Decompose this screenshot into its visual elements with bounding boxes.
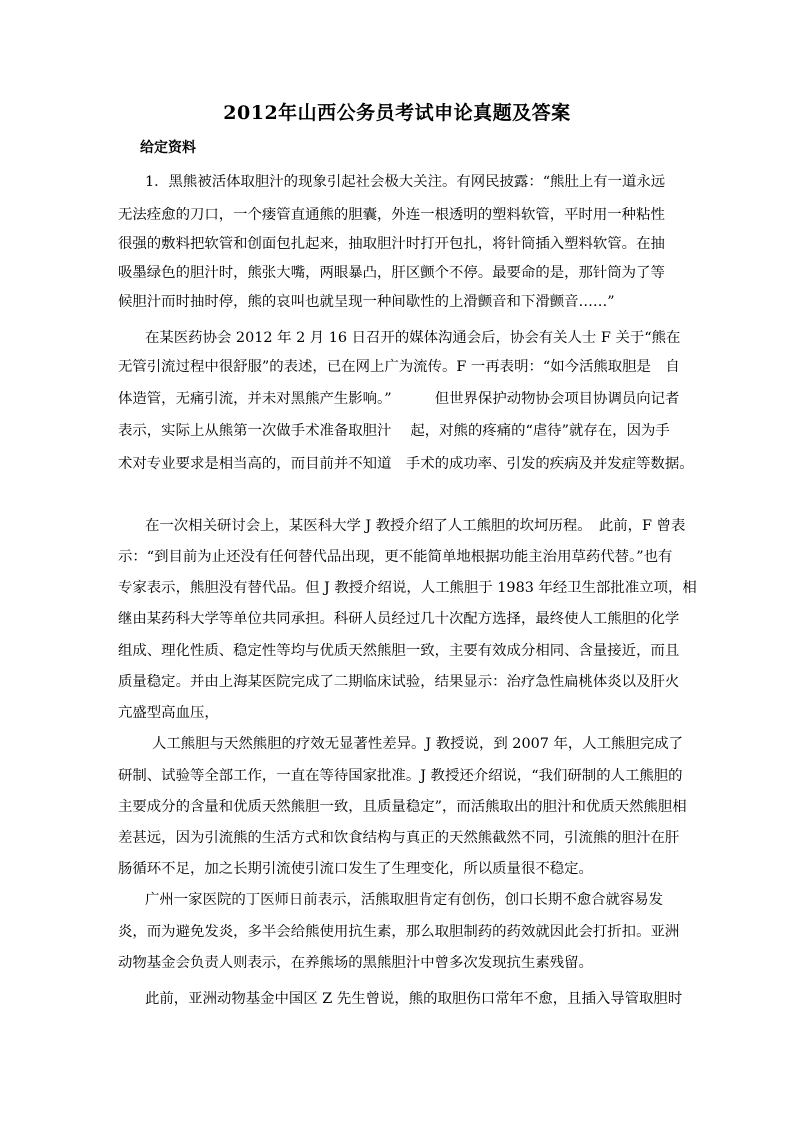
text-line: 专家表示，熊胆没有替代品。但 J 教授介绍说，人工熊胆于 1983 年经卫生部批准立项，相 <box>118 580 697 596</box>
text-line: 继由某药科大学等单位共同承担。科研人员经过几十次配方选择，最终使人工熊胆的化学 <box>118 611 680 627</box>
text-line: 在一次相关研讨会上，某医科大学 J 教授介绍了人工熊胆的坎坷历程。 此前，F 曾表 <box>145 518 686 534</box>
text-line: 广州一家医院的丁医师日前表示，活熊取胆肯定有创伤，创口长期不愈合就容易发 <box>145 892 664 908</box>
text-line: 示：“到目前为止还没有任何替代品出现，更不能简单地根据功能主治用草药代替。”也有 <box>118 549 673 565</box>
text-line: 肠循环不足，加之长期引流使引流口发生了生理变化，所以质量很不稳定。 <box>118 861 593 877</box>
text-line: 质量稳定。并由上海某医院完成了二期临床试验，结果显示：治疗急性扁桃体炎以及肝火 <box>118 674 680 690</box>
text-line: 组成、理化性质、稳定性等均与优质天然熊胆一致，主要有效成分相同、含量接近，而且 <box>118 643 680 659</box>
text-line: 此前，亚洲动物基金中国区 Z 先生曾说，熊的取胆伤口常年不愈，且插入导管取胆时 <box>145 991 683 1007</box>
page-title: 2012年山西公务员考试申论真题及答案 <box>223 102 571 124</box>
text-line: 动物基金会负责人则表示，在养熊场的黑熊胆汁中曾多次发现抗生素残留。 <box>118 955 593 971</box>
text-line: 主要成分的含量和优质天然熊胆一致，且质量稳定”，而活熊取出的胆汁和优质天然熊胆相 <box>118 799 687 815</box>
text-line: 体造管，无痛引流，并未对黑熊产生影响。” 但世界保护动物协会项目协调员向记者 <box>118 391 680 407</box>
text-line: 炎，而为避免发炎，多半会给熊使用抗生素，那么取胆制药的药效就因此会打折扣。亚洲 <box>118 924 680 940</box>
text-line: 无法痊愈的刀口，一个瘘管直通熊的胆囊，外连一根透明的塑料软管，平时用一种粘性 <box>118 207 665 223</box>
text-line: 术对专业要求是相当高的，而目前并不知道 手术的成功率、引发的疾病及并发症等数据。 <box>118 456 694 472</box>
text-line: 很强的敷料把软管和创面包扎起来，抽取胆汁时打开包扎，将针筒插入塑料软管。在抽 <box>118 236 665 252</box>
section-heading: 给定资料 <box>140 140 196 156</box>
text-line: 人工熊胆与天然熊胆的疗效无显著性差异。J 教授说，到 2007 年，人工熊胆完成了 <box>152 736 684 752</box>
text-line: 无管引流过程中很舒服”的表述，已在网上广为流传。F 一再表明：“如今活熊取胆是 自 <box>118 359 680 375</box>
text-line: 表示，实际上从熊第一次做手术准备取胆汁 起，对熊的疼痛的“虐待”就存在，因为手 <box>118 423 670 439</box>
text-line: 候胆汁而时抽时停，熊的哀叫也就呈现一种间歇性的上滑颤音和下滑颤音……” <box>118 294 615 310</box>
text-line: 吸墨绿色的胆汁时，熊张大嘴，两眼暴凸，肝区颤个不停。最要命的是，那针筒为了等 <box>118 265 665 281</box>
text-line: 1．黑熊被活体取胆汁的现象引起社会极大关注。有网民披露：“熊肚上有一道永远 <box>145 174 666 190</box>
text-line: 差甚远，因为引流熊的生活方式和饮食结构与真正的天然熊截然不同，引流熊的胆汁在肝 <box>118 830 680 846</box>
text-line: 亢盛型高血压， <box>118 705 219 721</box>
text-line: 在某医药协会 2012 年 2 月 16 日召开的媒体沟通会后，协会有关人士 F 关于“熊在 <box>145 330 681 346</box>
text-line: 研制、试验等全部工作，一直在等待国家批准。J 教授还介绍说，“我们研制的人工熊胆的 <box>118 768 683 784</box>
